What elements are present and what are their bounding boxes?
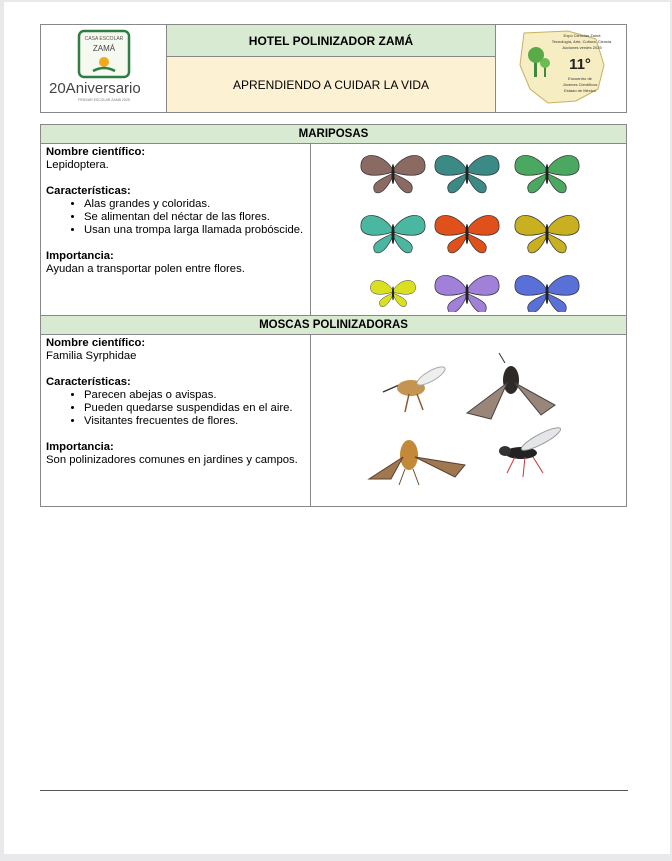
butterfly-illustration: [361, 215, 425, 252]
badge-line2: Tecnología, Arte, Cultura, Ciencia.: [551, 39, 613, 44]
features-label: Características:: [46, 185, 131, 197]
importance-value: Son polinizadores comunes en jardines y campos.: [46, 454, 298, 466]
school-logo: [41, 25, 167, 113]
features-label: Características:: [46, 376, 131, 388]
logo-tagline: PENSAR ESCOLAR ZAMÁ 2025: [78, 98, 130, 102]
butterfly-illustration: [435, 275, 499, 312]
hoverflies-text: [41, 335, 311, 507]
list-item: • Alas grandes y coloridas.: [84, 198, 305, 211]
scientific-name-value: Lepidoptera.: [46, 159, 109, 171]
section-heading-hoverflies: MOSCAS POLINIZADORAS: [41, 316, 627, 335]
hoverfly-illustration: [467, 353, 555, 419]
butterflies-image: [311, 144, 627, 316]
hoverflies-image: [311, 335, 627, 507]
importance-value: Ayudan a transportar polen entre flores.: [46, 263, 245, 275]
list-item: • Se alimentan del néctar de las flores.: [84, 211, 305, 224]
header-table: [40, 24, 627, 113]
butterfly-illustration: [371, 280, 416, 306]
document-subtitle: APRENDIENDO A CUIDAR LA VIDA: [167, 57, 496, 113]
logo-top-text: CASA ESCOLAR: [84, 36, 124, 42]
scientific-name-label: Nombre científico:: [46, 146, 146, 158]
badge-line5: Jóvenes Científicos: [562, 82, 598, 87]
hoverfly-illustration: [369, 440, 465, 485]
butterfly-illustration: [361, 155, 425, 192]
scientific-name-value: Familia Syrphidae: [46, 350, 137, 362]
logo-name: ZAMÁ: [92, 44, 116, 53]
butterfly-illustration: [515, 215, 579, 252]
logo-anniversary: 20Aniversario: [49, 80, 141, 97]
badge-line6: Estado de México: [564, 88, 596, 93]
hoverfly-illustration: [499, 424, 563, 477]
importance-label: Importancia:: [46, 441, 114, 453]
butterflies-text: [41, 144, 311, 316]
badge-line1: Expo Ciencias Zamá: [563, 33, 601, 38]
hoverfly-illustration: [383, 364, 447, 412]
expo-badge: [496, 25, 627, 113]
footer-divider: [40, 790, 628, 791]
section-heading-butterflies: MARIPOSAS: [41, 125, 627, 144]
features-list: [46, 389, 305, 428]
badge-line3: Acciones verdes 2025: [562, 45, 602, 50]
butterfly-illustration: [435, 215, 499, 252]
butterfly-illustration: [515, 275, 579, 312]
list-item: • Parecen abejas o avispas.: [84, 389, 305, 402]
content-table: [40, 124, 627, 507]
badge-line4: Encuentro de: [568, 76, 592, 81]
list-item: • Pueden quedarse suspendidas en el aire.: [84, 402, 305, 415]
list-item: • Visitantes frecuentes de flores.: [84, 415, 305, 428]
features-list: [46, 198, 305, 237]
scientific-name-label: Nombre científico:: [46, 337, 146, 349]
butterfly-illustration: [515, 155, 579, 192]
butterfly-illustration: [435, 155, 499, 192]
badge-number: 11°: [569, 56, 591, 73]
document-title: HOTEL POLINIZADOR ZAMÁ: [167, 25, 496, 57]
list-item: • Usan una trompa larga llamada probóscide.: [84, 224, 305, 237]
importance-label: Importancia:: [46, 250, 114, 262]
